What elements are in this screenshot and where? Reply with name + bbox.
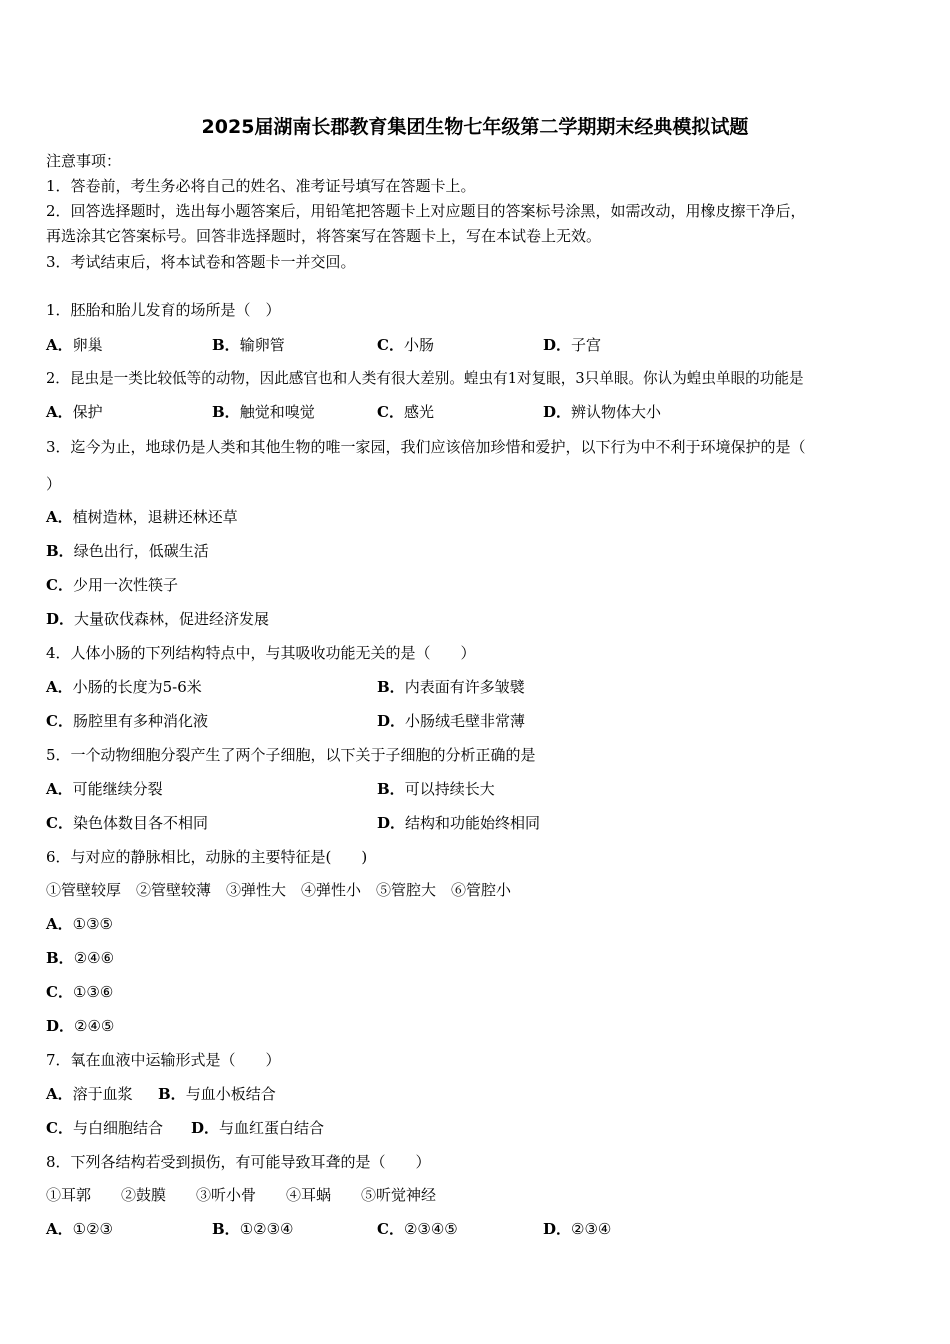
option-label: C． — [377, 1220, 404, 1238]
question-3-option-c — [46, 575, 178, 595]
option-text: 结构和功能始终相同 — [405, 814, 541, 832]
option-text: 内表面有许多皱襞 — [404, 678, 525, 696]
option-text: 输卵管 — [239, 336, 285, 354]
option-label: D． — [46, 610, 75, 628]
question-6-option-c — [46, 982, 113, 1002]
option-text: ②③④ — [571, 1220, 612, 1238]
option-label: D． — [377, 712, 406, 730]
option-label: B． — [212, 336, 240, 354]
option-text: 小肠的长度为5-6米 — [72, 678, 202, 696]
option-label: C． — [377, 336, 404, 354]
option-text: 可能继续分裂 — [72, 780, 163, 798]
option-text: 与血红蛋白结合 — [219, 1119, 325, 1137]
question-2-option-b — [212, 402, 315, 422]
option-label: B． — [46, 949, 74, 967]
option-label: B． — [158, 1085, 186, 1103]
option-label: D． — [46, 1017, 75, 1035]
question-3-option-d — [46, 609, 269, 629]
option-text: 小肠 — [403, 336, 434, 354]
option-text: ②③④⑤ — [403, 1220, 458, 1238]
question-2-option-a — [46, 402, 103, 422]
option-label: D． — [543, 336, 572, 354]
question-4-stem: 4．人体小肠的下列结构特点中，与其吸收功能无关的是（ ） — [46, 644, 476, 662]
option-text: 与血小板结合 — [185, 1085, 276, 1103]
option-text: 触觉和嗅觉 — [239, 403, 315, 421]
document-title: 2025届湖南长郡教育集团生物七年级第二学期期末经典模拟试题 — [201, 116, 749, 138]
question-6-option-a — [46, 914, 113, 934]
question-1-option-d — [543, 335, 601, 355]
question-8-stem-continued: ①耳郭 ②鼓膜 ③听小骨 ④耳蜗 ⑤听觉神经 — [46, 1186, 437, 1204]
option-text: 绿色出行，低碳生活 — [73, 542, 209, 560]
option-label: B． — [46, 542, 74, 560]
option-text: ①③⑤ — [72, 915, 113, 933]
option-label: B． — [377, 780, 405, 798]
option-text: ②④⑤ — [74, 1017, 115, 1035]
notice-item: 2．回答选择题时，选出每小题答案后，用铅笔把答题卡上对应题目的答案标号涂黑，如需改动，用橡皮擦干净后， — [46, 202, 806, 220]
notice-heading: 注意事项： — [46, 152, 122, 170]
option-label: A． — [46, 915, 73, 933]
option-text: 小肠绒毛壁非常薄 — [405, 712, 526, 730]
question-4-option-b — [377, 677, 525, 697]
question-2-stem: 2．昆虫是一类比较低等的动物，因此感官也和人类有很大差别。蝗虫有1对复眼，3只单眼。你认为蝗虫单眼的功能是 — [46, 370, 804, 387]
question-4-option-a — [46, 677, 202, 697]
question-8-option-b — [212, 1219, 293, 1239]
option-label: D． — [543, 1220, 572, 1238]
option-label: D． — [191, 1119, 220, 1137]
option-label: C． — [46, 712, 73, 730]
question-1-option-c — [377, 335, 434, 355]
question-5-option-d — [377, 813, 540, 833]
question-7-option-a — [46, 1084, 133, 1104]
option-text: 感光 — [403, 403, 434, 421]
question-1-option-b — [212, 335, 285, 355]
question-6-option-d — [46, 1016, 114, 1036]
option-label: C． — [377, 403, 404, 421]
question-4-option-d — [377, 711, 525, 731]
option-text: 子宫 — [571, 336, 602, 354]
option-label: A． — [46, 1220, 73, 1238]
question-4-option-c — [46, 711, 208, 731]
question-3-option-b — [46, 541, 209, 561]
option-text: 大量砍伐森林，促进经济发展 — [74, 610, 270, 628]
notice-item: 1．答卷前，考生务必将自己的姓名、准考证号填写在答题卡上。 — [46, 177, 476, 195]
option-text: ①②③④ — [239, 1220, 294, 1238]
option-label: C． — [46, 1119, 73, 1137]
question-3-stem-continued: ） — [46, 475, 62, 493]
question-2-option-c — [377, 402, 434, 422]
option-text: 卵巢 — [72, 336, 103, 354]
question-8-option-d — [543, 1219, 611, 1239]
question-5-option-a — [46, 779, 163, 799]
option-label: A． — [46, 1085, 73, 1103]
question-5-option-b — [377, 779, 495, 799]
option-text: ①③⑥ — [72, 983, 114, 1001]
question-3-stem: 3．迄今为止，地球仍是人类和其他生物的唯一家园，我们应该倍加珍惜和爱护，以下行为中不利于环境保护的是（ — [46, 438, 806, 456]
option-label: B． — [212, 1220, 240, 1238]
option-text: 可以持续长大 — [404, 780, 495, 798]
option-label: A． — [46, 336, 73, 354]
option-label: C． — [46, 576, 73, 594]
option-label: B． — [212, 403, 240, 421]
notice-item: 3．考试结束后，将本试卷和答题卡一并交回。 — [46, 253, 356, 271]
question-8-option-c — [377, 1219, 458, 1239]
option-label: A． — [46, 678, 73, 696]
option-text: 植树造林，退耕还林还草 — [72, 508, 238, 526]
option-text: 保护 — [72, 403, 103, 421]
option-label: D． — [377, 814, 406, 832]
question-7-stem: 7．氧在血液中运输形式是（ ） — [46, 1051, 281, 1069]
question-6-option-b — [46, 948, 114, 968]
option-label: A． — [46, 780, 73, 798]
question-8-stem: 8．下列各结构若受到损伤，有可能导致耳聋的是（ ） — [46, 1153, 431, 1171]
option-text: 辨认物体大小 — [571, 403, 662, 421]
option-text: 与白细胞结合 — [72, 1119, 163, 1137]
option-label: A． — [46, 508, 73, 526]
question-1-stem: 1．胚胎和胎儿发育的场所是（ ） — [46, 301, 281, 319]
option-text: 少用一次性筷子 — [72, 576, 178, 594]
question-6-stem: 6．与对应的静脉相比，动脉的主要特征是( ) — [46, 848, 368, 866]
question-1-option-a — [46, 335, 103, 355]
option-label: B． — [377, 678, 405, 696]
question-2-option-d — [543, 402, 661, 422]
option-text: 染色体数目各不相同 — [72, 814, 208, 832]
option-text: 肠腔里有多种消化液 — [72, 712, 208, 730]
notice-item: 再选涂其它答案标号。回答非选择题时，将答案写在答题卡上，写在本试卷上无效。 — [46, 227, 602, 245]
question-3-option-a — [46, 507, 238, 527]
question-5-option-c — [46, 813, 208, 833]
question-7-option-b — [158, 1084, 276, 1104]
question-5-stem: 5．一个动物细胞分裂产生了两个子细胞，以下关于子细胞的分析正确的是 — [46, 746, 536, 764]
option-label: C． — [46, 814, 73, 832]
option-text: ②④⑥ — [73, 949, 115, 967]
option-text: 溶于血浆 — [72, 1085, 133, 1103]
option-label: D． — [543, 403, 572, 421]
option-text: ①②③ — [72, 1220, 113, 1238]
question-8-option-a — [46, 1219, 113, 1239]
question-6-stem-continued: ①管壁较厚 ②管壁较薄 ③弹性大 ④弹性小 ⑤管腔大 ⑥管腔小 — [46, 881, 512, 899]
question-7-option-c — [46, 1118, 163, 1138]
option-label: C． — [46, 983, 73, 1001]
question-7-option-d — [191, 1118, 324, 1138]
option-label: A． — [46, 403, 73, 421]
